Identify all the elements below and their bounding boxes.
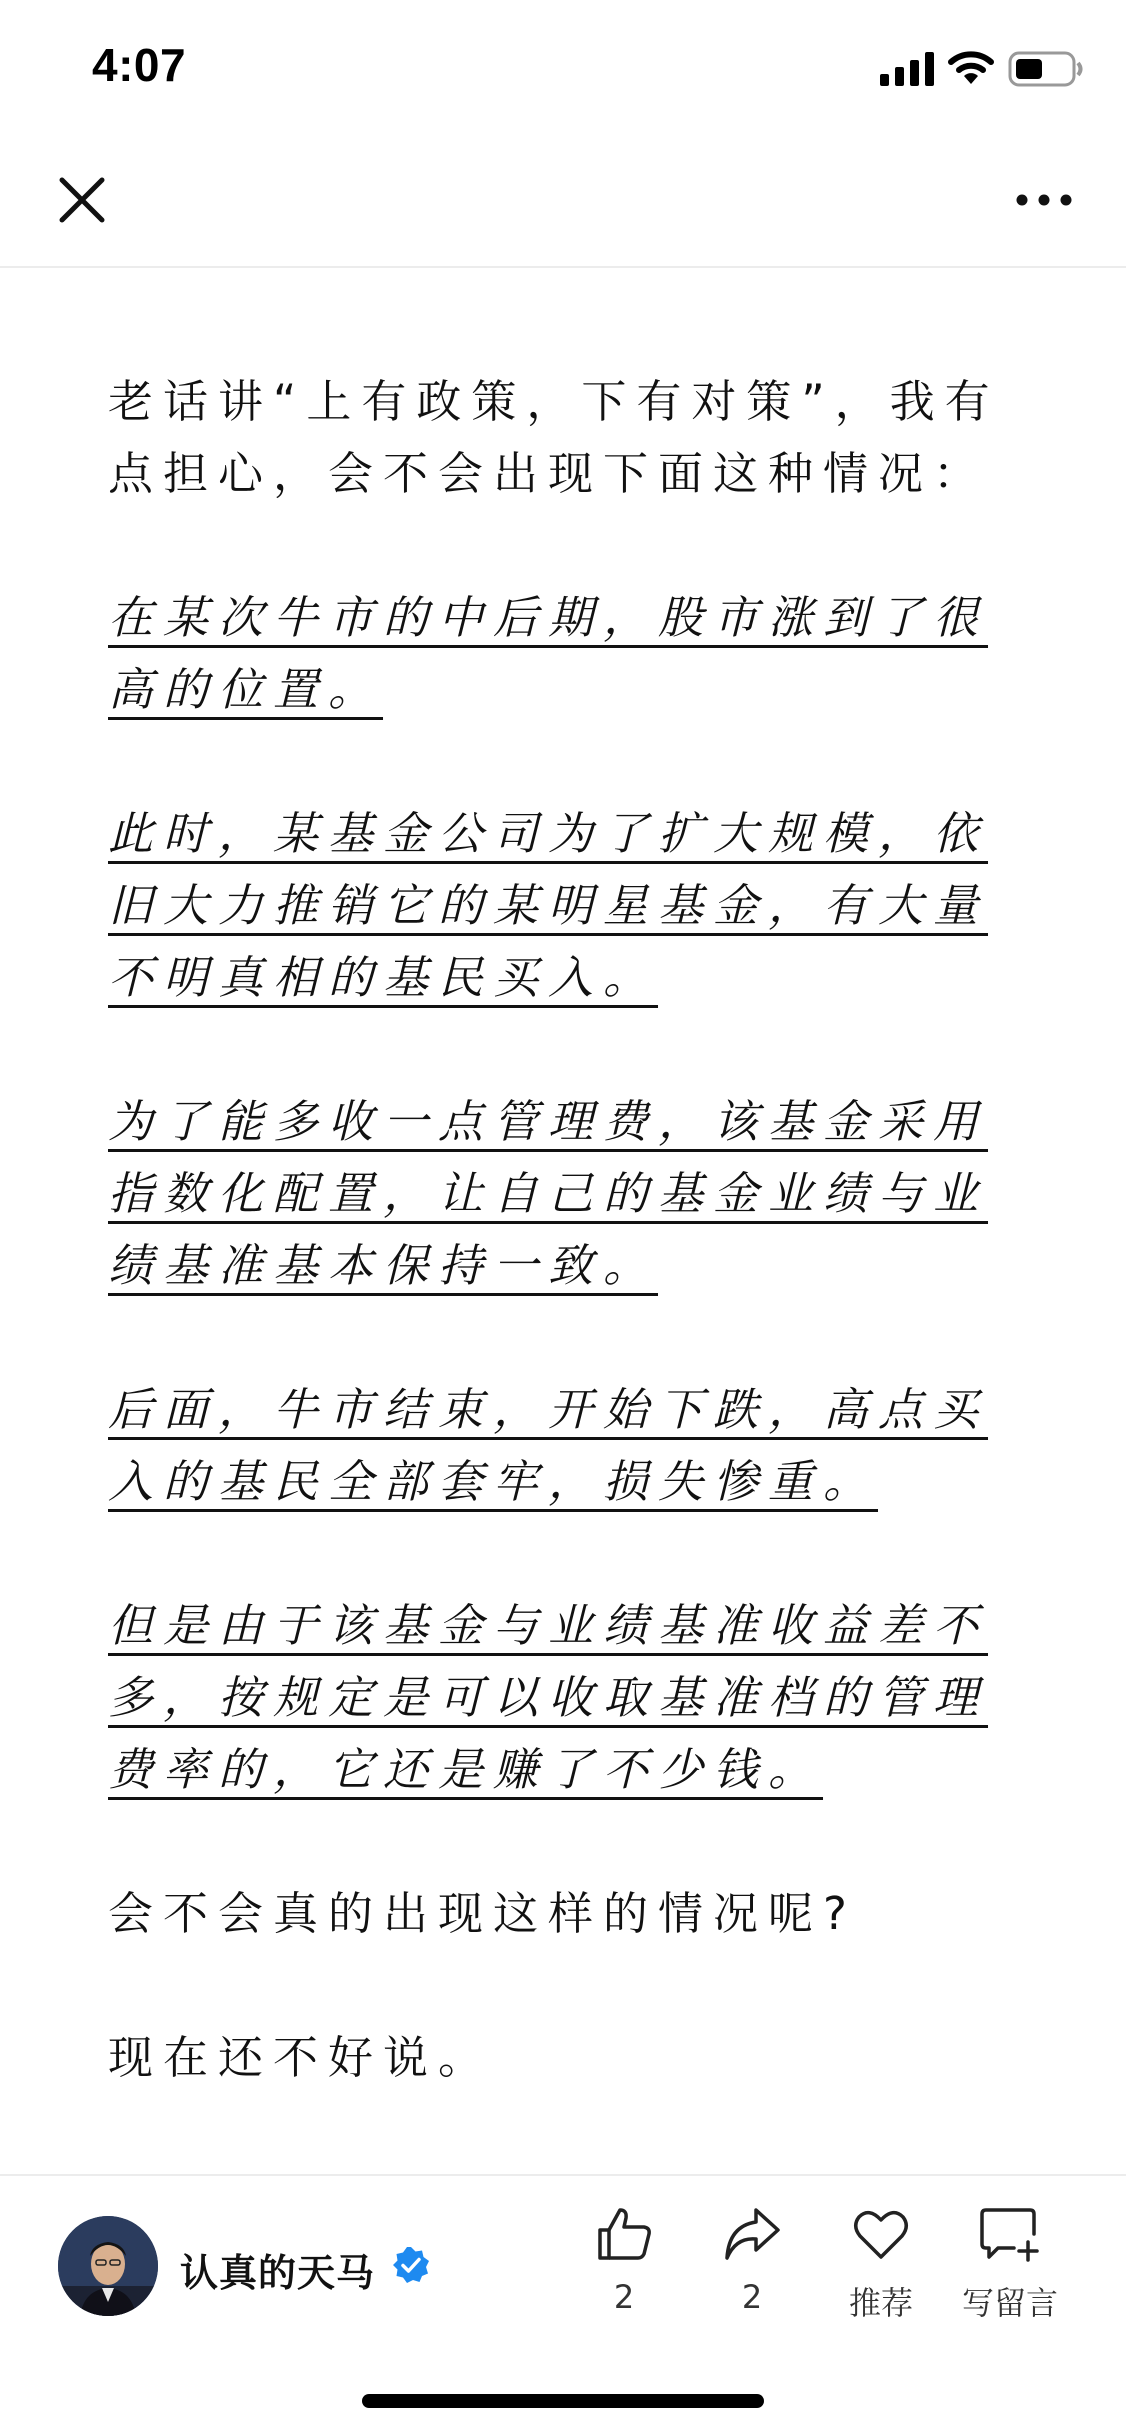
home-indicator[interactable]	[362, 2394, 764, 2408]
more-options-button[interactable]	[1012, 180, 1076, 220]
recommend-label: 推荐	[848, 2284, 913, 2322]
heart-icon	[851, 2204, 911, 2264]
wifi-icon	[948, 50, 994, 86]
paragraph-conclusion: 现在还不好说。	[108, 2031, 494, 2084]
nav-bar	[0, 140, 1126, 268]
article-body	[108, 366, 1018, 2166]
verified-badge-icon	[392, 2246, 430, 2284]
write-comment-label: 写留言	[961, 2284, 1058, 2322]
close-button[interactable]	[52, 170, 112, 230]
close-icon	[52, 170, 112, 230]
quote-paragraph: 此时，某基金公司为了扩大规模，依旧大力推销它的某明星基金，有大量不明真相的基民买入。	[108, 807, 989, 1004]
recommend-button[interactable]	[821, 2204, 941, 2344]
quote-paragraph: 为了能多收一点管理费，该基金采用指数化配置，让自己的基金业绩与业绩基准基本保持一致。	[108, 1095, 989, 1292]
write-comment-button[interactable]	[950, 2204, 1070, 2344]
share-button[interactable]	[692, 2204, 812, 2344]
status-time: 4:07	[92, 39, 187, 91]
author-name[interactable]: 认真的天马	[180, 2251, 376, 2295]
share-count: 2	[741, 2278, 763, 2316]
thumbs-up-icon	[594, 2204, 654, 2264]
battery-icon	[1008, 50, 1084, 88]
paragraph-intro: 老话讲“上有政策，下有对策”，我有点担心，会不会出现下面这种情况：	[108, 375, 1000, 500]
like-count: 2	[613, 2278, 635, 2316]
author-avatar[interactable]	[58, 2216, 158, 2316]
quote-paragraph: 后面，牛市结束，开始下跌，高点买入的基民全部套牢，损失惨重。	[108, 1383, 989, 1508]
avatar-photo	[58, 2216, 158, 2316]
quote-paragraph: 但是由于该基金与业绩基准收益差不多，按规定是可以收取基准档的管理费率的，它还是赚了不少钱。	[108, 1599, 989, 1796]
status-bar	[0, 0, 1126, 140]
comment-add-icon	[978, 2204, 1042, 2264]
share-icon	[722, 2204, 782, 2264]
paragraph-question: 会不会真的出现这样的情况呢?	[108, 1887, 857, 1940]
cellular-signal-icon	[880, 52, 936, 86]
more-horizontal-icon	[1012, 180, 1076, 220]
like-button[interactable]	[564, 2204, 684, 2344]
quote-paragraph: 在某次牛市的中后期，股市涨到了很高的位置。	[108, 591, 989, 716]
